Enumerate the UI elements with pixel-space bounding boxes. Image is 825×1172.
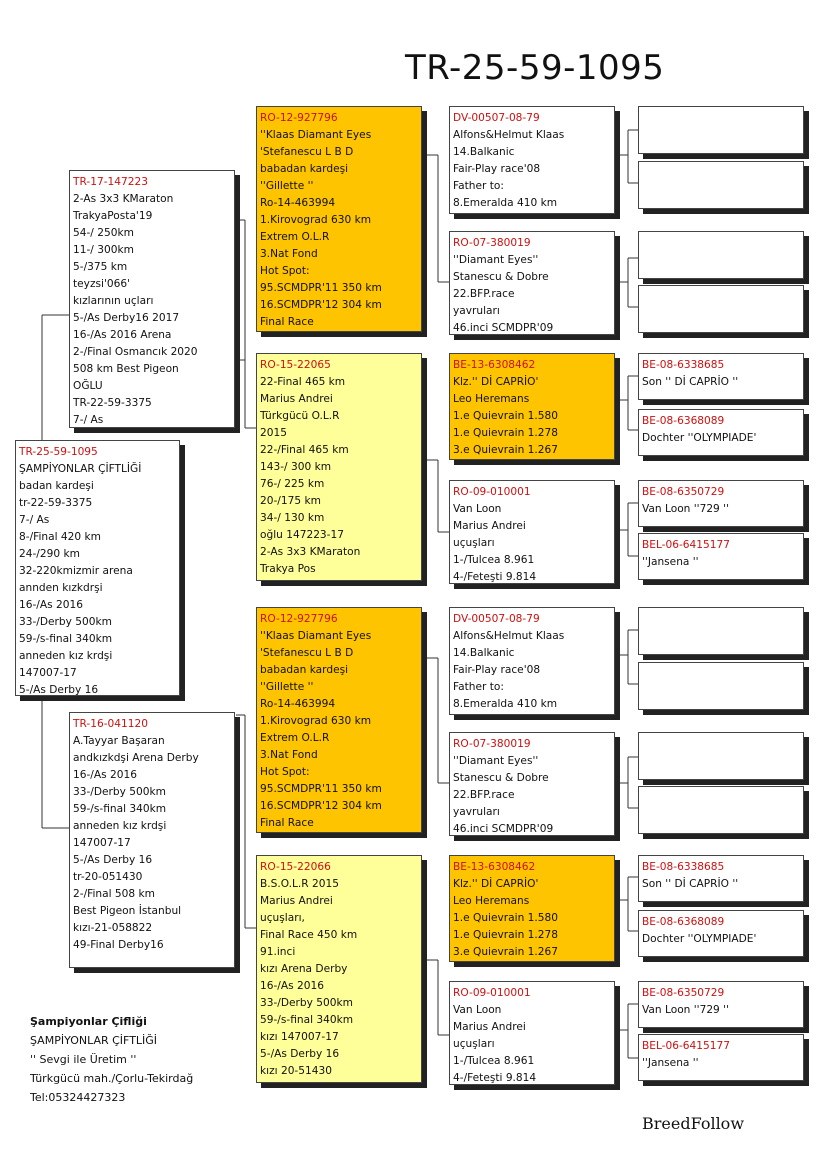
gen4-card[interactable]: RO-07-380019 ''Diamant Eyes'' Stanescu & Dobre 22.BFP.race yavruları 46.inci SCMDPR'09 (449, 231, 615, 335)
gen5-card[interactable]: BE-08-6338685 Son '' Dİ CAPRİO '' (638, 353, 804, 400)
ring-number: DV-00507-08-79 (453, 112, 540, 124)
gen4-card[interactable]: BE-13-6308462 Klz.'' Dİ CAPRİO' Leo Heremans 1.e Quievrain 1.580 1.e Quievrain 1.278 3.e Quievrain 1.267 (449, 855, 615, 962)
grandsire-maternal-card[interactable]: RO-12-927796 ''Klaas Diamant Eyes 'Stefanescu L B D babadan kardeşi ''Gillette '' Ro-14-463994 1.Kirovograd 630 km Extrem O.L.R 3.Nat Fond Hot Spot: 95.SCMDPR'11 350 km 16.SCMDPR'12 304 km Final Race (256, 607, 422, 833)
granddam-paternal-card[interactable]: RO-15-22065 22-Final 465 km Marius Andrei Türkgücü O.L.R 2015 22-/Final 465 km 143-/ 300 km 76-/ 225 km 20-/175 km 34-/ 130 km oğlu 147223-17 2-As 3x3 KMaraton Trakya Pos (256, 353, 422, 581)
breeder-info (30, 1012, 193, 1107)
page-title: TR-25-59-1095 (405, 48, 665, 88)
gen4-card[interactable]: DV-00507-08-79 Alfons&Helmut Klaas 14.Balkanic Fair-Play race'08 Father to: 8.Emeralda 410 km (449, 607, 615, 715)
ring-number: BE-13-6308462 (453, 861, 536, 873)
ring-number: BE-08-6368089 (642, 415, 725, 427)
gen5-card-empty[interactable] (638, 786, 804, 834)
ring-number: RO-09-010001 (453, 987, 531, 999)
main-pigeon-card[interactable]: TR-25-59-1095 ŞAMPİYONLAR ÇİFTLİĞİ badan kardeşi tr-22-59-3375 7-/ As 8-/Final 420 km 24-/290 km 32-220kmizmir arena annden kızkdrşi 16-/As 2016 33-/Derby 500km 59-/s-final 340km anneden kız krdşi 147007-17 5-/As Derby 16 (15, 440, 180, 696)
granddam-maternal-card[interactable]: RO-15-22066 B.S.O.L.R 2015 Marius Andrei uçuşları, Final Race 450 km 91.inci kızı Arena Derby 16-/As 2016 33-/Derby 500km 59-/s-final 340km kızı 147007-17 5-/As Derby 16 kızı 20-51430 (256, 855, 422, 1083)
ring-number: BE-08-6350729 (642, 486, 725, 498)
gen5-card-empty[interactable] (638, 607, 804, 655)
ring-number: BEL-06-6415177 (642, 1040, 730, 1052)
ring-number: RO-07-380019 (453, 738, 531, 750)
gen5-card-empty[interactable] (638, 732, 804, 780)
gen5-card[interactable]: BE-08-6350729 Van Loon ''729 '' (638, 981, 804, 1028)
ring-number: RO-12-927796 (260, 112, 338, 124)
gen5-card[interactable]: BEL-06-6415177 ''Jansena '' (638, 1034, 804, 1081)
ring-number: RO-15-22065 (260, 359, 331, 371)
gen5-card-empty[interactable] (638, 662, 804, 710)
phone: Tel:05324427323 (30, 1091, 126, 1104)
loft-name: Şampiyonlar Çifliği (30, 1015, 147, 1028)
dam-card[interactable]: TR-16-041120 A.Tayyar Başaran andkızkdşi Arena Derby 16-/As 2016 33-/Derby 500km 59-/s-final 340km anneden kız krdşi 147007-17 5-/As Derby 16 tr-20-051430 2-/Final 508 km Best Pigeon İstanbul kızı-21-058822 49-Final Derby16 (69, 712, 235, 968)
ring-number: TR-16-041120 (73, 718, 148, 730)
gen5-card-empty[interactable] (638, 106, 804, 154)
gen4-card[interactable]: RO-07-380019 ''Diamant Eyes'' Stanescu & Dobre 22.BFP.race yavruları 46.inci SCMDPR'09 (449, 732, 615, 836)
gen5-card[interactable]: BEL-06-6415177 ''Jansena '' (638, 533, 804, 580)
ring-number: BE-08-6368089 (642, 916, 725, 928)
address: Türkgücü mah./Çorlu-Tekirdağ (30, 1072, 194, 1085)
ring-number: BE-08-6338685 (642, 359, 725, 371)
gen5-card-empty[interactable] (638, 285, 804, 333)
ring-number: DV-00507-08-79 (453, 613, 540, 625)
grandsire-paternal-card[interactable]: RO-12-927796 ''Klaas Diamant Eyes 'Stefanescu L B D babadan kardeşi ''Gillette '' Ro-14-463994 1.Kirovograd 630 km Extrem O.L.R 3.Nat Fond Hot Spot: 95.SCMDPR'11 350 km 16.SCMDPR'12 304 km Final Race (256, 106, 422, 332)
gen4-card[interactable]: DV-00507-08-79 Alfons&Helmut Klaas 14.Balkanic Fair-Play race'08 Father to: 8.Emeralda 410 km (449, 106, 615, 214)
gen4-card[interactable]: BE-13-6308462 Klz.'' Dİ CAPRİO' Leo Heremans 1.e Quievrain 1.580 1.e Quievrain 1.278 3.e Quievrain 1.267 (449, 353, 615, 460)
gen5-card[interactable]: BE-08-6338685 Son '' Dİ CAPRİO '' (638, 855, 804, 902)
ring-number: RO-09-010001 (453, 486, 531, 498)
ring-number: BE-13-6308462 (453, 359, 536, 371)
gen5-card[interactable]: BE-08-6368089 Dochter ''OLYMPIADE' (638, 409, 804, 456)
ring-number: BE-08-6350729 (642, 987, 725, 999)
breeder-name: ŞAMPİYONLAR ÇİFTLİĞİ (30, 1034, 158, 1047)
motto: '' Sevgi ile Üretim '' (30, 1053, 137, 1066)
brand-logo-text: BreedFollow (642, 1114, 745, 1133)
ring-number: BE-08-6338685 (642, 861, 725, 873)
ring-number: TR-25-59-1095 (19, 446, 98, 458)
ring-number: RO-07-380019 (453, 237, 531, 249)
sire-card[interactable]: TR-17-147223 2-As 3x3 KMaraton TrakyaPosta'19 54-/ 250km 11-/ 300km 5-/375 km teyzsi'066' kızlarının uçları 5-/As Derby16 2017 16-/As 2016 Arena 2-/Final Osmancık 2020 508 km Best Pigeon OĞLU TR-22-59-3375 7-/ As (69, 170, 235, 428)
gen4-card[interactable]: RO-09-010001 Van Loon Marius Andrei uçuşları 1-/Tulcea 8.961 4-/Feteşti 9.814 (449, 480, 615, 584)
gen4-card[interactable]: RO-09-010001 Van Loon Marius Andrei uçuşları 1-/Tulcea 8.961 4-/Feteşti 9.814 (449, 981, 615, 1085)
ring-number: BEL-06-6415177 (642, 539, 730, 551)
gen5-card-empty[interactable] (638, 161, 804, 209)
gen5-card-empty[interactable] (638, 231, 804, 279)
gen5-card[interactable]: BE-08-6368089 Dochter ''OLYMPIADE' (638, 910, 804, 957)
gen5-card[interactable]: BE-08-6350729 Van Loon ''729 '' (638, 480, 804, 527)
ring-number: TR-17-147223 (73, 176, 148, 188)
ring-number: RO-12-927796 (260, 613, 338, 625)
ring-number: RO-15-22066 (260, 861, 331, 873)
